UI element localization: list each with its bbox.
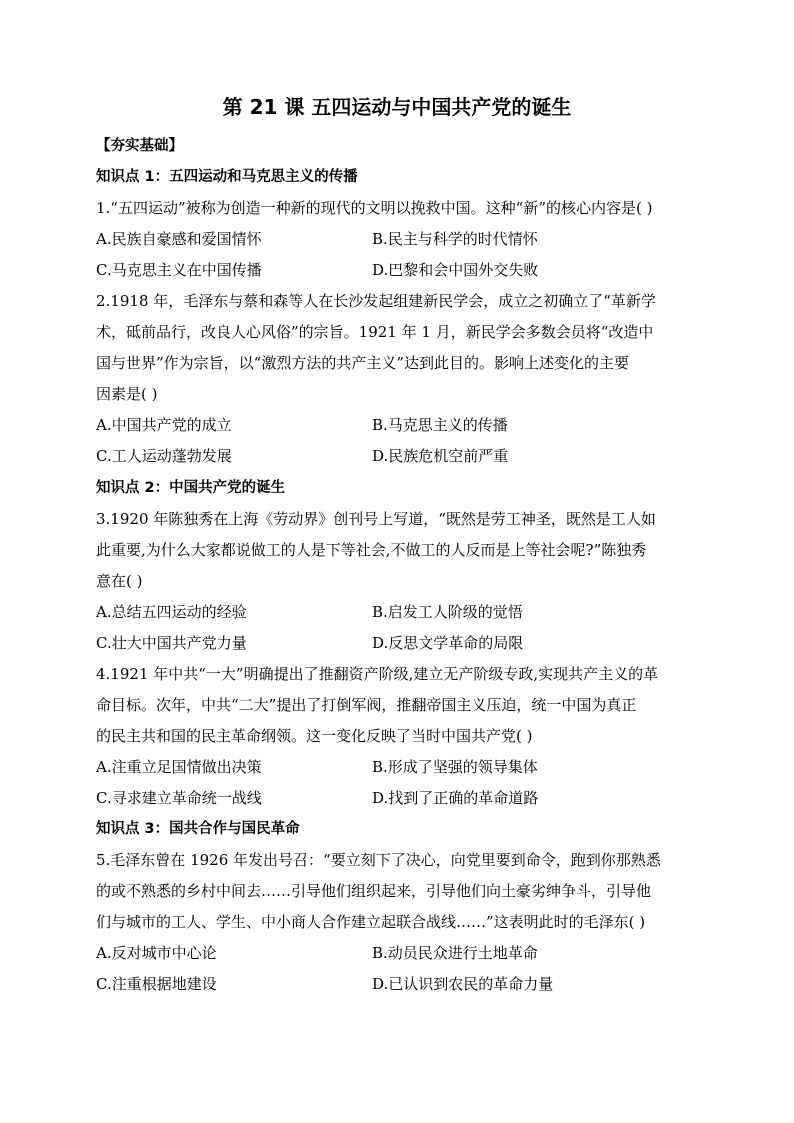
question-5-line: 5.毛泽东曾在 1926 年发出号召：“要立刻下了决心，向党里要到命令，跑到你那熟悉 bbox=[96, 851, 661, 869]
question-5-option-a: A.反对城市中心论 bbox=[96, 944, 217, 962]
knowledge-point-3: 知识点 3：国共合作与国民革命 bbox=[96, 821, 300, 837]
page-title: 第 21 课 五四运动与中国共产党的诞生 bbox=[222, 95, 572, 119]
question-4-option-b: B.形成了坚强的领导集体 bbox=[372, 758, 538, 776]
question-5-line: 的或不熟悉的乡村中间去……引导他们组织起来，引导他们向土豪劣绅争斗，引导他 bbox=[96, 882, 652, 900]
question-2-line: 2.1918 年，毛泽东与蔡和森等人在长沙发起组建新民学会，成立之初确立了“革新学 bbox=[96, 292, 656, 310]
question-4-line: 的民主共和国的民主革命纲领。这一变化反映了当时中国共产党( ) bbox=[96, 727, 533, 745]
section-heading: 【夯实基础】 bbox=[96, 138, 183, 154]
knowledge-point-2: 知识点 2：中国共产党的诞生 bbox=[96, 480, 286, 496]
question-5-option-b: B.动员民众进行土地革命 bbox=[372, 944, 538, 962]
question-4-line: 4.1921 年中共“一大”明确提出了推翻资产阶级,建立无产阶级专政,实现共产主义的革 bbox=[96, 665, 659, 683]
question-2-line: 国与世界”作为宗旨，以“激烈方法的共产主义”达到此目的。影响上述变化的主要 bbox=[96, 354, 630, 372]
question-2-line: 因素是( ) bbox=[96, 385, 158, 403]
question-1-option-b: B.民主与科学的时代情怀 bbox=[372, 230, 538, 248]
question-3-line: 3.1920 年陈独秀在上海《劳动界》创刊号上写道，“既然是劳工神圣，既然是工人如 bbox=[96, 510, 656, 528]
question-2-option-c: C.工人运动蓬勃发展 bbox=[96, 447, 232, 465]
question-4-option-d: D.找到了正确的革命道路 bbox=[372, 789, 539, 807]
question-1-option-d: D.巴黎和会中国外交失败 bbox=[372, 261, 539, 279]
knowledge-point-1: 知识点 1：五四运动和马克思主义的传播 bbox=[96, 169, 358, 185]
question-3-option-a: A.总结五四运动的经验 bbox=[96, 603, 247, 621]
question-2-option-d: D.民族危机空前严重 bbox=[372, 447, 509, 465]
question-3-option-d: D.反思文学革命的局限 bbox=[372, 634, 524, 652]
question-1-option-c: C.马克思主义在中国传播 bbox=[96, 261, 262, 279]
question-5-option-c: C.注重根据地建设 bbox=[96, 975, 217, 993]
question-1-option-a: A.民族自豪感和爱国情怀 bbox=[96, 230, 262, 248]
question-3-line: 此重要,为什么大家都说做工的人是下等社会,不做工的人反而是上等社会呢?”陈独秀 bbox=[96, 541, 647, 559]
question-3-option-b: B.启发工人阶级的觉悟 bbox=[372, 603, 523, 621]
question-5-option-d: D.已认识到农民的革命力量 bbox=[372, 975, 554, 993]
question-3-option-c: C.壮大中国共产党力量 bbox=[96, 634, 247, 652]
question-4-option-c: C.寻求建立革命统一战线 bbox=[96, 789, 262, 807]
question-5-line: 们与城市的工人、学生、中小商人合作建立起联合战线……”这表明此时的毛泽东( ) bbox=[96, 913, 646, 931]
question-4-option-a: A.注重立足国情做出决策 bbox=[96, 758, 262, 776]
question-4-line: 命目标。次年，中共“二大”提出了打倒军阀，推翻帝国主义压迫，统一中国为真正 bbox=[96, 696, 637, 714]
question-1-line: 1.“五四运动”被称为创造一种新的现代的文明以挽救中国。这种“新”的核心内容是( ) bbox=[96, 199, 653, 217]
question-2-option-b: B.马克思主义的传播 bbox=[372, 416, 508, 434]
question-2-option-a: A.中国共产党的成立 bbox=[96, 416, 232, 434]
question-3-line: 意在( ) bbox=[96, 572, 143, 590]
question-2-line: 术，砥前品行，改良人心风俗”的宗旨。1921 年 1 月，新民学会多数会员将“改造中 bbox=[96, 323, 654, 341]
